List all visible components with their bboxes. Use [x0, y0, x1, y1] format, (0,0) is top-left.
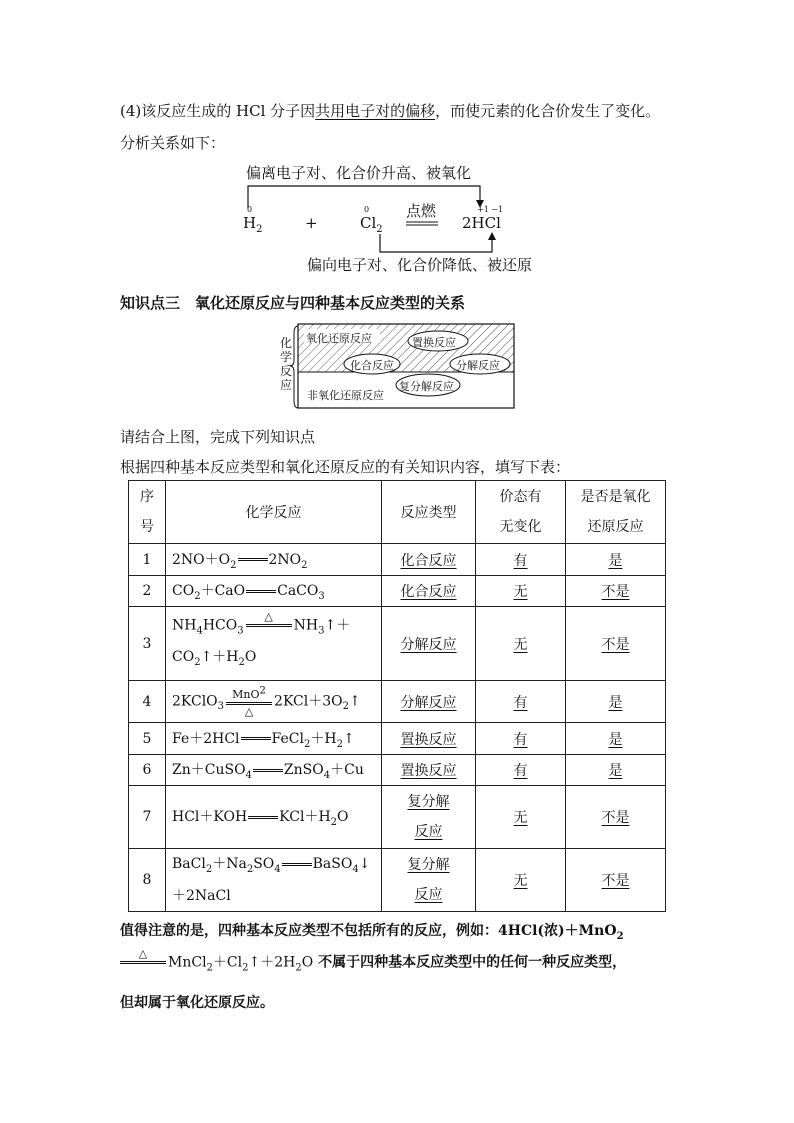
eq-sub: 4	[352, 863, 359, 875]
prompt-line-1: 请结合上图，完成下列知识点	[120, 428, 316, 446]
equals-sign	[248, 816, 278, 819]
eq-sub: 2	[205, 863, 213, 875]
decomposition-label: 分解反应	[456, 359, 500, 372]
table-header-row	[129, 481, 666, 544]
eq-part: ↑	[349, 693, 361, 710]
eq-part: ＋Cl	[212, 954, 243, 971]
row-number: 1	[129, 544, 166, 576]
side-char-2: 学	[280, 350, 293, 364]
note-line-3: 但却属于氧化还原反应。	[120, 995, 274, 1011]
cl2-subscript: 2	[376, 224, 383, 235]
equals-sign	[246, 590, 276, 593]
reaction-type: 分解反应	[382, 607, 476, 681]
eq-sub: 2	[246, 863, 254, 875]
is-redox: 是	[566, 681, 666, 723]
eq-sub: 2	[194, 590, 201, 602]
eq-part: MnCl	[168, 954, 207, 971]
redox-region-label: 氧化还原反应	[306, 332, 372, 345]
combination-label: 化合反应	[350, 359, 394, 372]
table-row	[129, 607, 666, 681]
reaction-type-line-2: 反应	[414, 887, 443, 903]
eq-part: CO	[172, 649, 195, 666]
table-row	[129, 681, 666, 723]
table-row	[129, 544, 666, 576]
brace-icon	[290, 326, 298, 408]
eq-part: KCl＋H	[279, 809, 331, 826]
eq-line-1	[172, 851, 377, 883]
h2-subscript: 2	[256, 224, 263, 235]
header-seq-1: 序	[140, 489, 154, 505]
is-redox: 不是	[566, 607, 666, 681]
header-redox	[566, 481, 666, 544]
catalyst-top	[232, 685, 266, 701]
header-redox-1: 是否是氧化	[580, 489, 651, 505]
reaction-table	[128, 480, 666, 912]
h2-oxidation-state: 0	[247, 205, 253, 214]
reaction-type-line-1: 复分解	[407, 794, 450, 810]
eq-part: NH	[293, 617, 319, 634]
table-row	[129, 755, 666, 786]
eq-part: O	[244, 649, 257, 666]
note-line-2	[120, 948, 626, 977]
eq-sub: 2	[336, 738, 343, 750]
cl2-symbol: Cl	[360, 214, 377, 232]
oxidation-label: 偏离电子对、化合价升高、被氧化	[246, 164, 472, 182]
reaction-equation	[166, 723, 382, 755]
eq-part: ↑＋2H	[248, 954, 296, 971]
eq-part: HCO	[202, 617, 238, 634]
eq-part: ＋Na	[212, 856, 247, 873]
row-number: 6	[129, 755, 166, 786]
reaction-type-line-1: 复分解	[407, 857, 450, 873]
valence-change: 无	[476, 576, 566, 607]
reduction-arrow	[380, 234, 492, 252]
eq-sub: 2	[301, 559, 308, 571]
valence-change: 有	[476, 723, 566, 755]
valence-change: 无	[476, 607, 566, 681]
eq-sub: 2	[194, 657, 201, 669]
eq-sub: 2	[230, 559, 237, 571]
reaction-type: 化合反应	[382, 544, 476, 576]
valence-change: 有	[476, 544, 566, 576]
eq-sub: 4	[323, 769, 331, 781]
table-row	[129, 849, 666, 912]
eq-part: SO	[253, 856, 275, 873]
eq-sub: 4	[245, 769, 252, 781]
reaction-equation	[166, 681, 382, 723]
reaction-equation	[166, 786, 382, 849]
eq-sub: 4	[196, 625, 203, 637]
equals-sign	[241, 737, 271, 740]
note-sub: 2	[616, 930, 624, 942]
eq-part: 2KCl＋3O	[274, 693, 343, 710]
table-row	[129, 786, 666, 849]
valence-change: 有	[476, 755, 566, 786]
eq-part: ＋H	[310, 730, 337, 747]
eq-sub: 2	[330, 816, 338, 828]
valence-change: 无	[476, 849, 566, 912]
valence-change: 有	[476, 681, 566, 723]
is-redox: 是	[566, 755, 666, 786]
eq-part: CaCO	[277, 583, 319, 600]
reaction-type	[382, 786, 476, 849]
reaction-type: 置换反应	[382, 755, 476, 786]
catalyst-condition	[226, 685, 272, 718]
is-redox: 不是	[566, 849, 666, 912]
h2-formula	[243, 212, 262, 241]
eq-part: FeCl	[271, 730, 304, 747]
header-valence	[476, 481, 566, 544]
eq-part: CO	[172, 583, 195, 600]
header-seq-2: 号	[140, 519, 154, 535]
reaction-equation	[166, 849, 382, 912]
eq-sub: 2	[206, 962, 213, 974]
heat-symbol: △	[138, 947, 148, 960]
intro-suffix: ，而使元素的化合价发生了变化。	[435, 102, 661, 120]
eq-part: ＋CaO	[200, 583, 246, 600]
reaction-type: 分解反应	[382, 681, 476, 723]
eq-part: ZnSO	[283, 762, 324, 779]
eq-sub: 3	[237, 625, 244, 637]
displacement-label: 置换反应	[412, 336, 456, 349]
is-redox: 是	[566, 544, 666, 576]
eq-part: ↑	[342, 730, 355, 747]
reaction-type: 化合反应	[382, 576, 476, 607]
row-number: 4	[129, 681, 166, 723]
header-redox-2: 还原反应	[587, 519, 644, 535]
reaction-equation	[166, 544, 382, 576]
side-char-4: 应	[280, 378, 293, 392]
header-valence-1: 价态有	[499, 489, 542, 505]
non-redox-region-label: 非氧化还原反应	[307, 389, 384, 402]
heat-symbol: △	[244, 704, 254, 718]
is-redox: 不是	[566, 786, 666, 849]
reaction-equation	[166, 576, 382, 607]
h2-symbol: H	[243, 214, 257, 232]
equals-sign	[253, 769, 283, 772]
eq-part: O	[301, 954, 314, 971]
eq-part: ↓	[358, 856, 371, 873]
condition-label: 点燃	[406, 202, 437, 220]
reaction-equation	[166, 755, 382, 786]
eq-sub: 4	[274, 863, 281, 875]
intro-line-1	[120, 100, 660, 122]
eq-part: ↑＋	[324, 617, 351, 634]
header-valence-2: 无变化	[499, 519, 542, 535]
eq-sub: 3	[217, 701, 225, 713]
intro-prefix: (4)该反应生成的 HCl 分子因	[120, 102, 316, 120]
eq-sub: 2	[238, 657, 245, 669]
eq-sub: 2	[242, 962, 249, 974]
eq-part: 2NO	[268, 551, 302, 568]
is-redox: 是	[566, 723, 666, 755]
eq-part: 2KClO	[172, 693, 218, 710]
catalyst-formula: MnO	[232, 687, 260, 701]
cl2-oxidation-state: 0	[364, 205, 370, 214]
eq-sub: 3	[318, 625, 325, 637]
eq-sub: 3	[318, 590, 325, 602]
row-number: 7	[129, 786, 166, 849]
reaction-type	[382, 849, 476, 912]
reduction-label: 偏向电子对、化合价降低、被还原	[307, 256, 533, 274]
eq-part: Zn＋CuSO	[172, 762, 246, 779]
eq-line-1	[172, 611, 377, 644]
row-number: 2	[129, 576, 166, 607]
prompt-line-2: 根据四种基本反应类型和氧化还原反应的有关知识内容，填写下表：	[120, 458, 571, 476]
note-text-1: 值得注意的是，四种基本反应类型不包括所有的反应，例如：4HCl(浓)＋MnO	[120, 923, 617, 939]
eq-sub: 2	[295, 962, 302, 974]
eq-line-2	[172, 644, 377, 676]
eq-part: ＋Cu	[330, 762, 364, 779]
row-number: 8	[129, 849, 166, 912]
side-char-1: 化	[280, 336, 293, 350]
catalyst-sup: 2	[259, 685, 266, 697]
reaction-type-line-2: 反应	[414, 824, 443, 840]
valence-change: 无	[476, 786, 566, 849]
note-text-2: 不属于四种基本反应类型中的任何一种反应类型，	[313, 954, 627, 971]
heat-condition	[246, 611, 292, 640]
header-reaction: 化学反应	[166, 481, 382, 544]
hcl-formula: 2HCl	[462, 214, 501, 232]
side-char-3: 反	[280, 364, 293, 378]
header-type: 反应类型	[382, 481, 476, 544]
eq-part: HCl＋KOH	[172, 809, 248, 826]
row-number: 5	[129, 723, 166, 755]
double-displacement-label: 复分解反应	[399, 380, 454, 393]
eq-part: 2NO＋O	[172, 551, 231, 568]
heat-condition	[120, 948, 166, 977]
eq-part: O	[337, 809, 349, 826]
eq-sub: 2	[303, 738, 311, 750]
cl2-formula	[360, 212, 383, 241]
hcl-oxidation-states: +1 −1	[477, 205, 504, 214]
equals-sign	[238, 558, 268, 561]
eq-sub: 2	[342, 701, 349, 713]
equals-sign	[282, 863, 312, 866]
intro-line-2: 分析关系如下：	[120, 134, 226, 152]
eq-part: NH	[172, 617, 197, 634]
is-redox: 不是	[566, 576, 666, 607]
eq-part: ↑＋H	[200, 649, 239, 666]
intro-underlined: 共用电子对的偏移	[315, 102, 436, 120]
reaction-type: 置换反应	[382, 723, 476, 755]
table-row	[129, 576, 666, 607]
header-seq	[129, 481, 166, 544]
heat-symbol: △	[264, 609, 273, 623]
eq-line-2: ＋2NaCl	[172, 887, 231, 904]
eq-part: Fe＋2HCl	[172, 730, 240, 747]
eq-part: BaCl	[172, 856, 206, 873]
reaction-equation	[166, 607, 382, 681]
row-number: 3	[129, 607, 166, 681]
section-title: 知识点三 氧化还原反应与四种基本反应类型的关系	[120, 294, 466, 312]
eq-part: BaSO	[312, 856, 353, 873]
note-line-1	[120, 920, 624, 942]
table-row	[129, 723, 666, 755]
plus-sign: +	[305, 214, 318, 232]
